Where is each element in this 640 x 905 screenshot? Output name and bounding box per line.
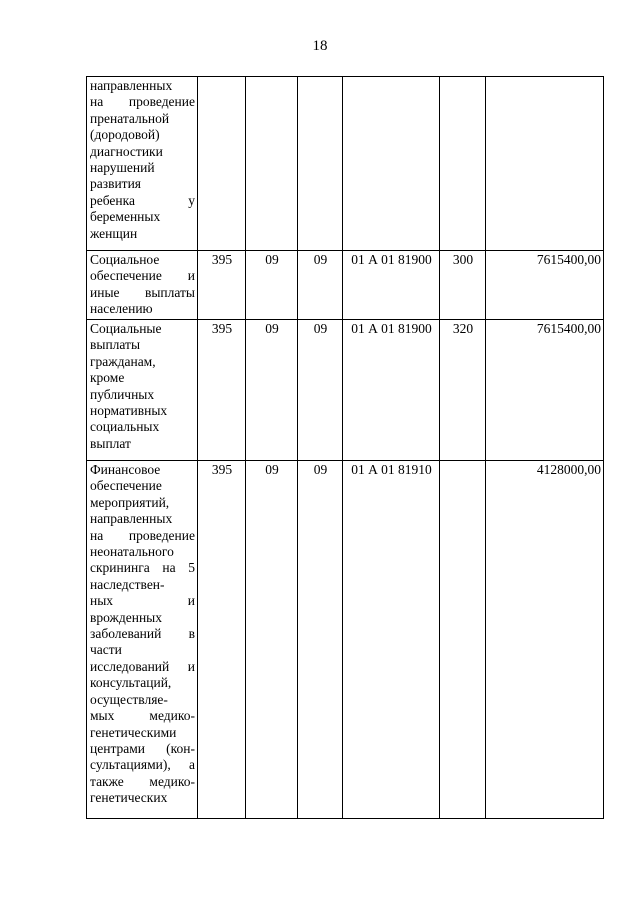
target-article-cell: 01 А 01 81900 xyxy=(343,320,440,461)
ministry-code-cell: 395 xyxy=(198,251,246,320)
row-name-line: обеспечение и xyxy=(90,268,195,284)
ministry-code-cell: 395 xyxy=(198,461,246,819)
row-name-line: врожденных xyxy=(90,609,162,625)
amount-cell: 4128000,00 xyxy=(486,461,604,819)
row-name-line: нарушений xyxy=(90,160,155,176)
expense-type-cell: 320 xyxy=(440,320,486,461)
row-name-cell xyxy=(87,251,198,320)
table-row xyxy=(87,251,604,320)
amount-cell xyxy=(486,77,604,251)
row-name-line: Социальное xyxy=(90,252,160,267)
row-name-line: Финансовое xyxy=(90,462,161,477)
subsection-code-cell xyxy=(298,77,343,251)
row-name-line: социальных xyxy=(90,419,160,435)
section-code-cell: 09 xyxy=(246,461,298,819)
row-name-line: мероприятий, xyxy=(90,494,170,510)
row-name-line: развития xyxy=(90,176,142,192)
section-code-cell xyxy=(246,77,298,251)
row-name-line: центрами (кон- xyxy=(90,740,195,756)
row-name-line: части xyxy=(90,642,122,658)
row-name-line: неонатального xyxy=(90,544,174,560)
row-name-line: ных и xyxy=(90,593,195,609)
amount-cell: 7615400,00 xyxy=(486,320,604,461)
section-code-cell: 09 xyxy=(246,251,298,320)
row-name-line: женщин xyxy=(90,225,138,241)
row-name-line: консультаций, xyxy=(90,675,172,691)
target-article-cell: 01 А 01 81910 xyxy=(343,461,440,819)
row-name-line: скрининга на 5 xyxy=(90,560,195,576)
amount-cell: 7615400,00 xyxy=(486,251,604,320)
row-name-line: Социальные xyxy=(90,321,162,336)
budget-table xyxy=(86,76,604,819)
table-row xyxy=(87,320,604,461)
row-name-line: заболеваний в xyxy=(90,626,195,642)
row-name-line: выплат xyxy=(90,435,131,451)
row-name-line: населению xyxy=(90,301,153,317)
section-code-cell: 09 xyxy=(246,320,298,461)
row-name-line: публичных xyxy=(90,386,155,402)
row-name-line: пренатальной xyxy=(90,110,170,126)
table-row xyxy=(87,77,604,251)
expense-type-cell xyxy=(440,461,486,819)
row-name-line: диагностики xyxy=(90,143,163,159)
table-row xyxy=(87,461,604,819)
row-name-line: генетических xyxy=(90,790,168,806)
row-name-line: на проведение xyxy=(90,527,195,543)
subsection-code-cell: 09 xyxy=(298,320,343,461)
row-name-line: мых медико- xyxy=(90,708,195,724)
row-name-line: осуществляе- xyxy=(90,691,168,707)
expense-type-cell xyxy=(440,77,486,251)
row-name-line: на проведение xyxy=(90,94,195,110)
row-name-line: обеспечение xyxy=(90,478,162,494)
row-name-line: также медико- xyxy=(90,773,195,789)
target-article-cell: 01 А 01 81900 xyxy=(343,251,440,320)
subsection-code-cell: 09 xyxy=(298,461,343,819)
row-name-line: (дородовой) xyxy=(90,127,160,143)
row-name-cell xyxy=(87,320,198,461)
ministry-code-cell: 395 xyxy=(198,320,246,461)
page-number: 18 xyxy=(312,38,328,54)
ministry-code-cell xyxy=(198,77,246,251)
subsection-code-cell: 09 xyxy=(298,251,343,320)
row-name-line: беременных xyxy=(90,209,161,225)
row-name-line: гражданам, xyxy=(90,353,156,369)
row-name-cell xyxy=(87,77,198,251)
expense-type-cell: 300 xyxy=(440,251,486,320)
row-name-line: генетическими xyxy=(90,724,177,740)
row-name-line: направленных xyxy=(90,78,173,93)
row-name-line: наследствен- xyxy=(90,576,165,592)
row-name-line: ребенка у xyxy=(90,192,195,208)
target-article-cell xyxy=(343,77,440,251)
row-name-line: направленных xyxy=(90,511,173,527)
row-name-cell xyxy=(87,461,198,819)
row-name-line: иные выплаты xyxy=(90,284,195,300)
row-name-line: сультациями), а xyxy=(90,757,195,773)
row-name-line: выплаты xyxy=(90,337,141,353)
row-name-line: исследований и xyxy=(90,658,195,674)
row-name-line: нормативных xyxy=(90,403,168,419)
row-name-line: кроме xyxy=(90,370,125,386)
